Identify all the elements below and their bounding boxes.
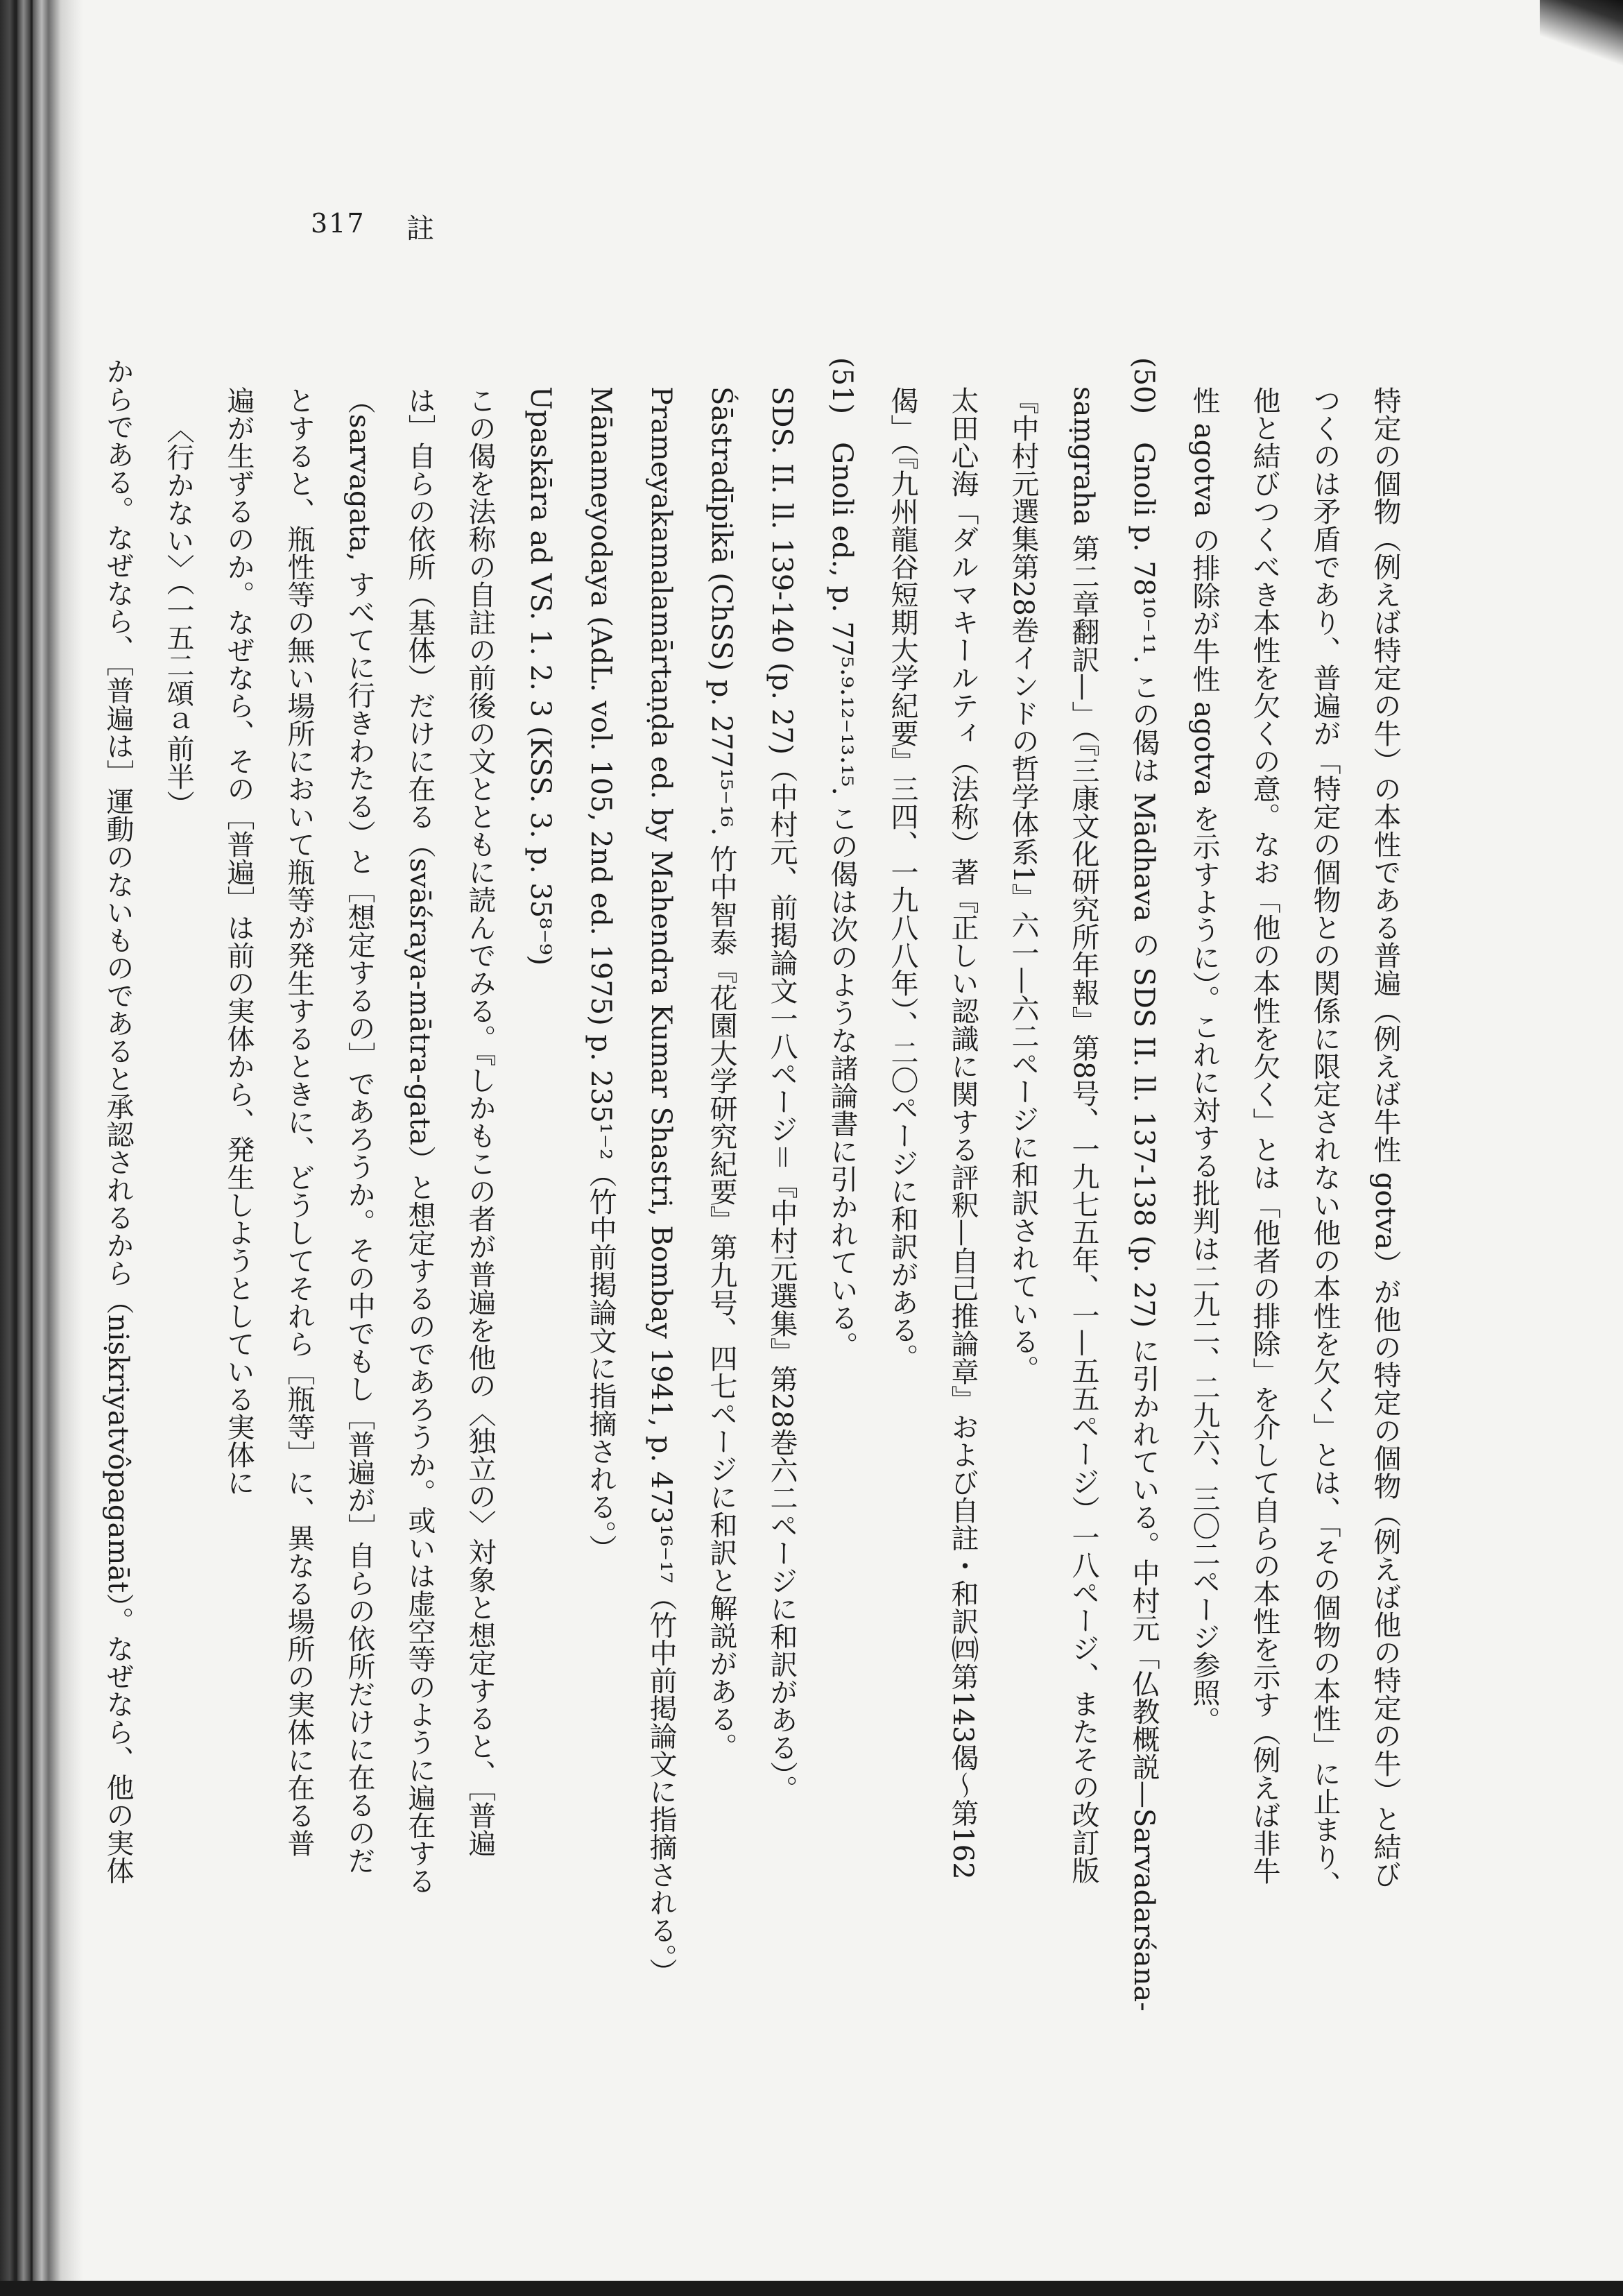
text-line: 太田心海「ダルマキールティ（法称）著『正しい認識に関する評釈—自己推論章』および自註・和訳㈣第143偈～第162	[947, 386, 979, 1880]
running-head: 註	[406, 213, 434, 245]
text-line: この偈を法称の自註の前後の文とともに読んでみる。『しかもこの者が普遍を他の〈独立の〉対象と想定すると、［普遍	[464, 386, 496, 1857]
text-line: は］自らの依所（基体）だけに在る（svāśraya-mātra-gata）と想定するのであろうか。或いは虚空等のように遍在する	[404, 386, 436, 1895]
spine-edge-line	[31, 0, 33, 2296]
text-line: Upaskāra ad VS. 1. 2. 3 (KSS. 3. p. 35⁸⁻⁹)	[524, 386, 556, 966]
note-heading-line: (50) Gnoli p. 78¹⁰⁻¹¹. この偈は Mādhava の SDS II. ll. 137-138 (p. 27) に引かれている。中村元「仏教概説—Sarvadarśana-	[1128, 357, 1160, 2012]
text-line: とすると、瓶性等の無い場所において瓶等が発生するときに、どうしてそれら［瓶等］に、異なる場所の実体に在る普	[283, 386, 315, 1857]
book-spine-shadow	[0, 0, 83, 2296]
spine-edge-line	[15, 0, 17, 2296]
page-number: 317	[311, 208, 366, 239]
text-line: 遍が生ずるのか。なぜなら、その［普遍］は前の実体から、発生しようとしている実体に	[223, 386, 255, 1496]
text-line: （sarvagata, すべてに行きわたる）と［想定するの］であろうか。その中でもし［普遍が］自らの依所だけに在るのだ	[343, 386, 375, 1874]
text-line: saṃgraha 第二章翻訳—」（『三康文化研究所年報』第8号、一九七五年、一—五五ページ）一八ページ、またその改訂版	[1067, 386, 1099, 1884]
text-line: 性 agotva の排除が牛性 agotva を示すように）。これに対する批判は二九二、二九六、三〇二ページ参照。	[1188, 386, 1220, 1734]
quoted-verse-line: 〈行かない〉（一五二頌ａ前半）	[162, 415, 194, 818]
scan-corner-shadow	[1540, 0, 1623, 90]
scan-bottom-edge	[0, 2281, 1623, 2296]
text-line: つくのは矛盾であり、普遍が「特定の個物との関係に限定されない他の本性を欠く」とは、「その個物の本性」に止まり、	[1309, 386, 1341, 1899]
text-line: SDS. II. ll. 139-140 (p. 27)（中村元、前掲論文一八ページ＝『中村元選集』第28巻六二ページに和訳がある）。	[766, 386, 798, 1803]
text-line: Mānameyodaya (AdL. vol. 105, 2nd ed. 1975) p. 235¹⁻²（竹中前掲論文に指摘される。）	[585, 386, 617, 1562]
text-line: からである。なぜなら、［普遍は］運動のないものであると承認されるから（niṣkriyatvôpagamāt）。なぜなら、他の実体	[102, 357, 134, 1885]
text-line: 特定の個物（例えば特定の牛）の本性である普遍（例えば牛性 gotva）が他の特定の個物（例えば他の特定の牛）と結び	[1369, 386, 1401, 1888]
text-line: 『中村元選集第28巻インドの哲学体系1』六一—六二ページに和訳されている。	[1007, 386, 1039, 1383]
text-line: 他と結びつくべき本性を欠くの意。なお「他の本性を欠く」とは「他者の排除」を介して自らの本性を示す（例えば非牛	[1248, 386, 1280, 1885]
text-line: Śāstradīpikā (ChSS) p. 277¹⁵⁻¹⁶. 竹中智泰『花園大学研究紀要』第九号、四七ページに和訳と解説がある。	[705, 386, 737, 1760]
notes-text-block	[102, 357, 1415, 2182]
note-heading-line: (51) Gnoli ed., p. 77⁵·⁹·¹²⁻¹³·¹⁵. この偈は次のような諸論書に引かれている。	[826, 357, 858, 1360]
text-line: 偈」（『九州龍谷短期大学紀要』三四、一九八八年）、二〇ページに和訳がある。	[886, 386, 918, 1371]
text-line: Prameyakamalamārtaṇḍa ed. by Mahendra Kumar Shastri, Bombay 1941, p. 473¹⁶⁻¹⁷（竹中前掲論文に指摘される。）	[645, 386, 677, 1986]
